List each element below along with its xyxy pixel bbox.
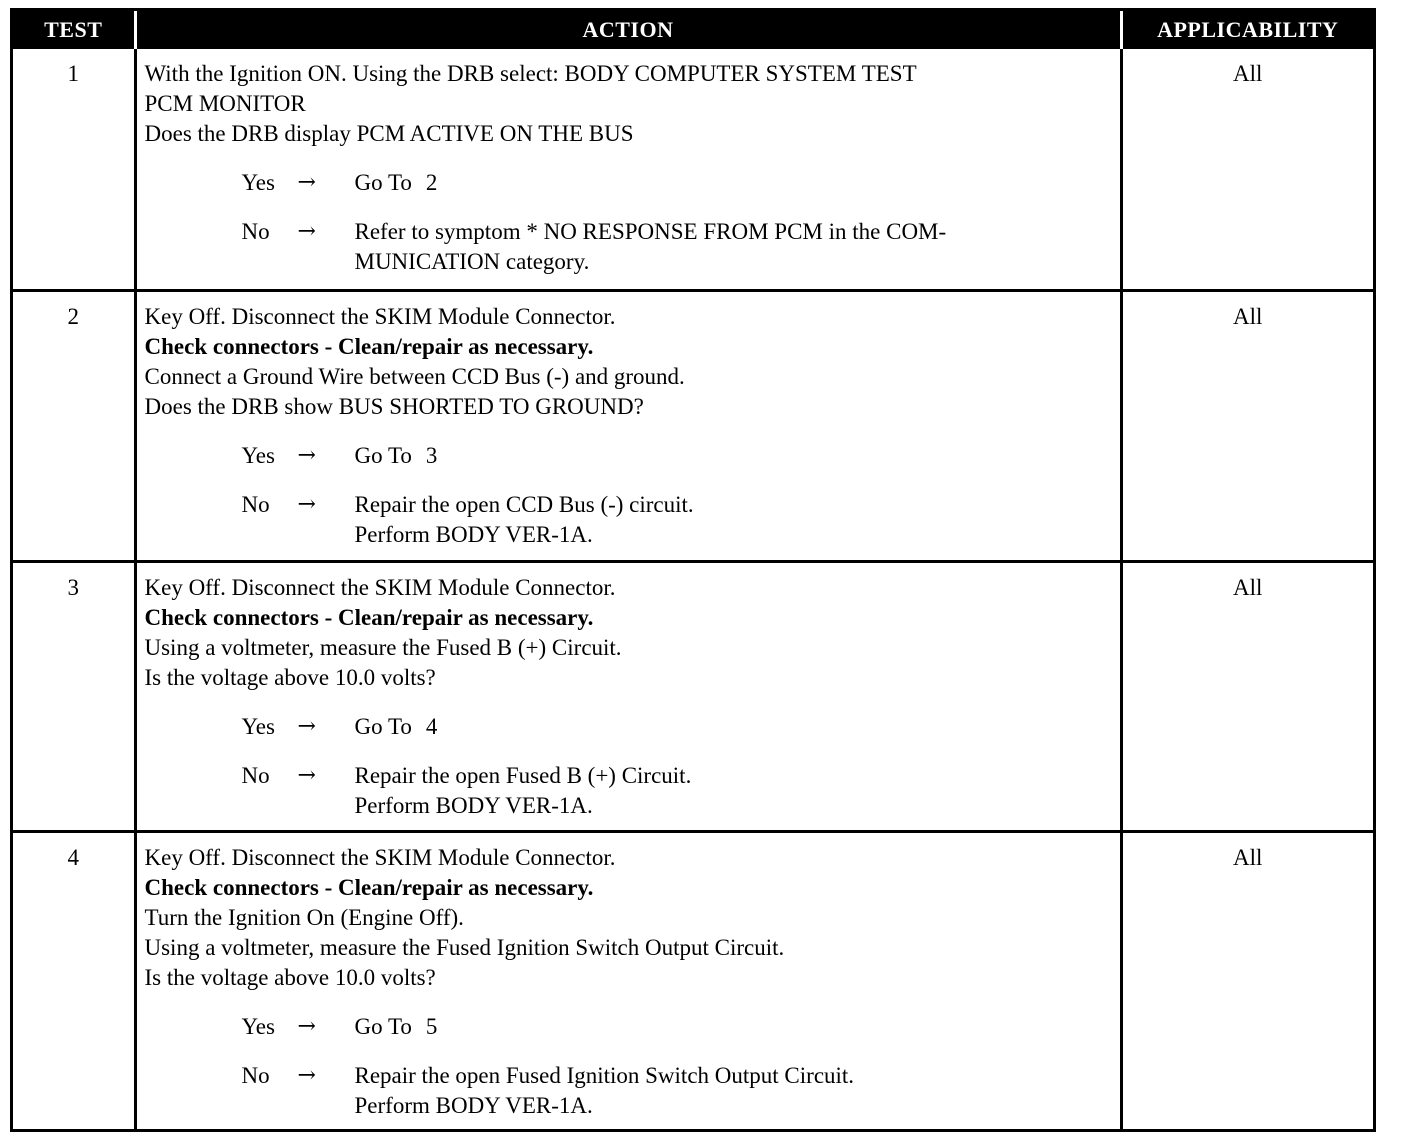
table-row [13, 290, 1373, 561]
table-row [13, 49, 1373, 290]
no-action [355, 1061, 1112, 1121]
right-arrow-icon: → [297, 762, 316, 788]
table-header [13, 11, 1373, 49]
no-label: No [241, 1062, 270, 1088]
no-branch [242, 761, 1112, 821]
action-line: Is the voltage above 10.0 volts? [144, 964, 436, 990]
go-to-text: Go To [354, 442, 412, 468]
go-to-target: 2 [425, 170, 438, 195]
action-line: PCM MONITOR [144, 91, 306, 116]
no-label: No [241, 491, 270, 517]
no-action-line: Repair the open Fused B (+) Circuit. [354, 762, 692, 788]
header-applicability: APPLICABILITY [1121, 11, 1373, 49]
yes-action [355, 168, 1112, 198]
yes-action [355, 712, 1112, 742]
right-arrow-icon: → [297, 491, 316, 517]
action-line: Using a voltmeter, measure the Fused Ignition Switch Output Circuit. [144, 934, 785, 960]
no-action-line: MUNICATION category. [354, 249, 590, 274]
table-row [13, 561, 1373, 831]
right-arrow-icon: → [297, 170, 316, 195]
header-test: TEST [13, 11, 135, 49]
yes-label: Yes [241, 713, 275, 739]
yes-label: Yes [241, 170, 275, 195]
right-arrow-icon: → [297, 219, 316, 244]
right-arrow-icon: → [297, 1062, 316, 1088]
no-action-line: Perform BODY VER-1A. [354, 1092, 593, 1118]
yes-action [355, 441, 1112, 471]
action-cell [135, 290, 1121, 561]
test-number: 3 [13, 561, 135, 831]
yes-branch [242, 712, 1112, 742]
go-to-target: 5 [425, 1013, 438, 1039]
no-label: No [241, 219, 270, 244]
action-line-bold: Check connectors - Clean/repair as necessary. [144, 604, 594, 630]
action-cell [135, 561, 1121, 831]
branches [145, 441, 1112, 550]
action-line: Does the DRB show BUS SHORTED TO GROUND? [144, 393, 644, 419]
yes-branch [242, 441, 1112, 471]
action-cell [135, 831, 1121, 1132]
branches [145, 712, 1112, 821]
diagnostic-test-table-frame [10, 8, 1376, 1132]
applicability-cell: All [1121, 49, 1373, 290]
no-action-line: Repair the open Fused Ignition Switch Output Circuit. [354, 1062, 855, 1088]
header-action: ACTION [135, 11, 1121, 49]
action-line: Using a voltmeter, measure the Fused B (+) Circuit. [144, 634, 622, 660]
header-row [13, 11, 1373, 49]
branches [145, 1012, 1112, 1121]
action-line-bold: Check connectors - Clean/repair as necessary. [144, 333, 594, 359]
branches [145, 168, 1112, 277]
yes-branch [242, 168, 1112, 198]
yes-label: Yes [241, 442, 275, 468]
yes-label: Yes [241, 1013, 275, 1039]
no-action-line: Perform BODY VER-1A. [354, 792, 593, 818]
no-action [355, 761, 1112, 821]
action-line: Key Off. Disconnect the SKIM Module Connector. [144, 574, 616, 600]
test-number: 1 [67, 61, 79, 86]
no-action-line: Repair the open CCD Bus (-) circuit. [354, 491, 694, 517]
test-number: 2 [13, 290, 135, 561]
go-to-text: Go To [354, 713, 412, 739]
action-line: Connect a Ground Wire between CCD Bus (-) and ground. [144, 363, 685, 389]
go-to-target: 4 [425, 713, 438, 739]
go-to-text: Go To [354, 170, 412, 195]
test-number: 4 [13, 831, 135, 1132]
yes-action [355, 1012, 1112, 1042]
no-branch [242, 490, 1112, 550]
go-to-text: Go To [354, 1013, 412, 1039]
no-label: No [241, 762, 270, 788]
action-line: Is the voltage above 10.0 volts? [144, 664, 436, 690]
no-action-line: Refer to symptom * NO RESPONSE FROM PCM in the COM- [354, 219, 947, 244]
action-line: With the Ignition ON. Using the DRB select: BODY COMPUTER SYSTEM TEST [144, 61, 917, 86]
applicability-cell: All [1121, 290, 1373, 561]
no-action [355, 490, 1112, 550]
action-cell [135, 49, 1121, 290]
table-row [13, 831, 1373, 1132]
diagnostic-test-table [13, 11, 1373, 1132]
no-action-line: Perform BODY VER-1A. [354, 521, 593, 547]
applicability-cell: All [1121, 561, 1373, 831]
go-to-target: 3 [425, 442, 438, 468]
no-action [355, 217, 1112, 277]
action-line: Key Off. Disconnect the SKIM Module Connector. [144, 303, 616, 329]
right-arrow-icon: → [297, 713, 316, 739]
right-arrow-icon: → [297, 1013, 316, 1039]
yes-branch [242, 1012, 1112, 1042]
applicability-cell: All [1121, 831, 1373, 1132]
action-line-bold: Check connectors - Clean/repair as necessary. [144, 874, 594, 900]
action-line: Does the DRB display PCM ACTIVE ON THE BUS [144, 121, 634, 146]
no-branch [242, 217, 1112, 277]
table-body [13, 49, 1373, 1132]
action-line: Key Off. Disconnect the SKIM Module Connector. [144, 844, 616, 870]
right-arrow-icon: → [297, 442, 316, 468]
no-branch [242, 1061, 1112, 1121]
action-line: Turn the Ignition On (Engine Off). [144, 904, 464, 930]
